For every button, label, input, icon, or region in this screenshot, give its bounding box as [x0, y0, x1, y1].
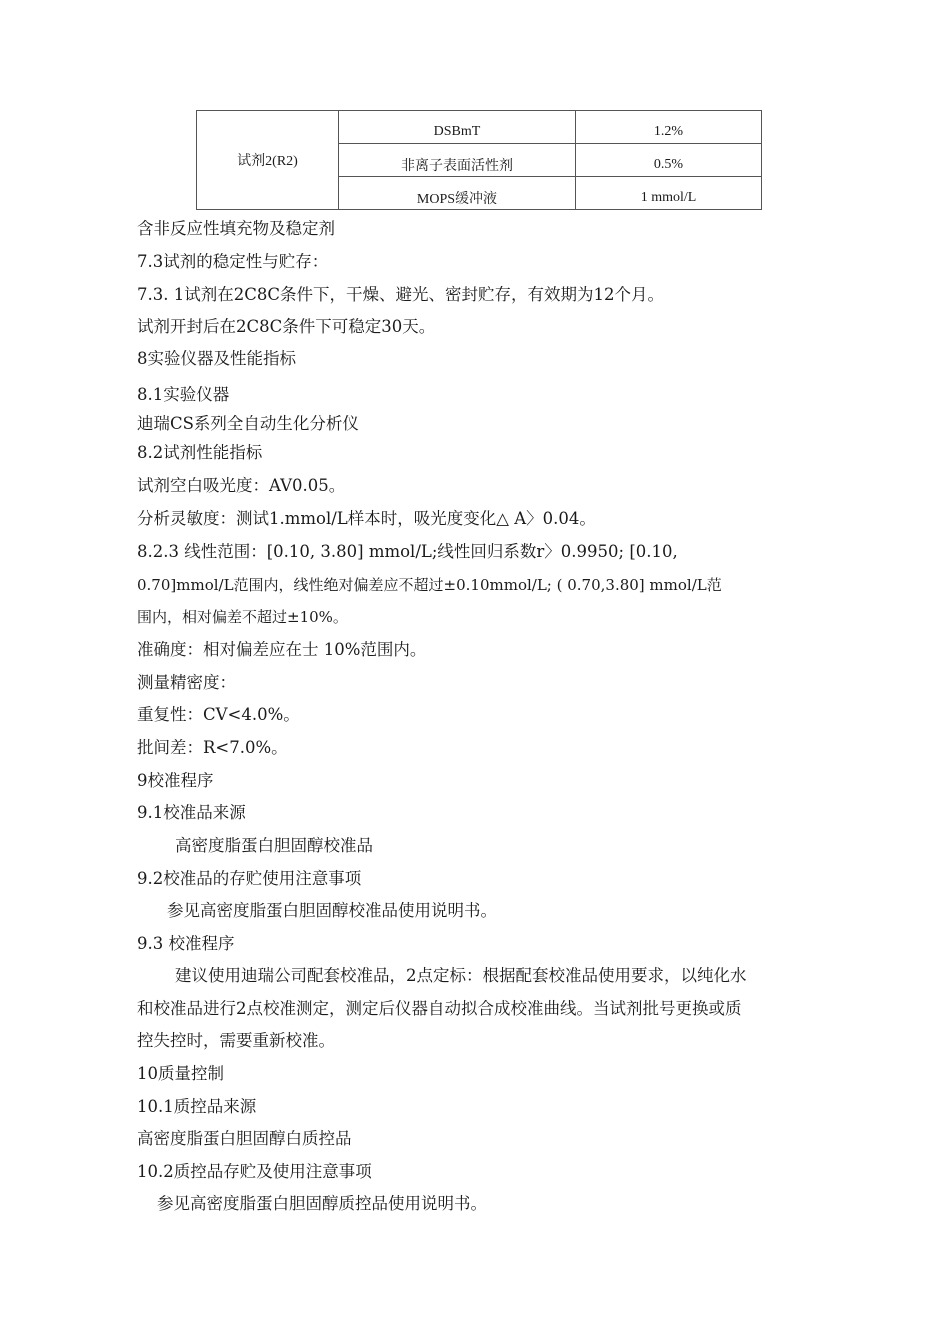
body-line: 试剂开封后在2C8C条件下可稳定30天。	[137, 317, 436, 336]
section-heading: 10.2质控品存贮及使用注意事项	[137, 1162, 372, 1181]
section-heading: 9.1校准品来源	[137, 803, 246, 822]
body-line: 迪瑞CS系列全自动生化分析仪	[137, 414, 359, 433]
amount-cell: 1 mmol/L	[576, 177, 762, 210]
table-row	[197, 111, 762, 144]
component-cell: DSBmT	[339, 111, 576, 144]
amount-cell: 1.2%	[576, 111, 762, 144]
section-heading: 7.3试剂的稳定性与贮存：	[137, 252, 329, 271]
body-line: 准确度：相对偏差应在士 10%范围内。	[137, 640, 427, 659]
body-line: 7.3. 1试剂在2C8C条件下，干燥、避光、密封贮存，有效期为12个月。	[137, 285, 664, 304]
body-line: 重复性：CV<4.0%。	[137, 705, 300, 724]
body-line: 参见高密度脂蛋白胆固醇校准品使用说明书。	[167, 901, 497, 920]
body-line: 参见高密度脂蛋白胆固醇质控品使用说明书。	[157, 1194, 487, 1213]
section-heading: 8实验仪器及性能指标	[137, 349, 296, 368]
section-heading: 10.1质控品来源	[137, 1097, 257, 1116]
reagent-table	[196, 110, 762, 210]
section-heading: 8.1实验仪器	[137, 385, 230, 404]
component-cell: 非离子表面活性剂	[339, 144, 576, 177]
body-line: 高密度脂蛋白胆固醇白质控品	[137, 1129, 352, 1148]
component-cell: MOPS缓冲液	[339, 177, 576, 210]
section-heading: 9校准程序	[137, 771, 214, 790]
body-line: 和校准品进行2点校准测定，测定后仪器自动拟合成校准曲线。当试剂批号更换或质	[137, 999, 742, 1018]
section-heading: 9.2校准品的存贮使用注意事项	[137, 869, 362, 888]
body-line: 试剂空白吸光度：AV0.05。	[137, 476, 346, 495]
body-line: 分析灵敏度：测试1.mmol/L样本时，吸光度变化△ A〉0.04。	[137, 509, 596, 528]
body-line: 围内，相对偏差不超过±10%。	[137, 608, 348, 626]
section-heading: 10质量控制	[137, 1064, 224, 1083]
section-heading: 8.2试剂性能指标	[137, 443, 263, 462]
body-line: 控失控时，需要重新校准。	[137, 1031, 335, 1050]
section-heading: 9.3 校准程序	[137, 934, 235, 953]
body-line: 含非反应性填充物及稳定剂	[137, 219, 335, 238]
body-line: 建议使用迪瑞公司配套校准品，2点定标：根据配套校准品使用要求，以纯化水	[175, 966, 747, 985]
amount-cell: 0.5%	[576, 144, 762, 177]
body-line: 0.70]mmol/L范围内，线性绝对偏差应不超过±0.10mmol/L; ( 0.70,3.80] mmol/L范	[137, 576, 722, 594]
reagent-group-label: 试剂2(R2)	[197, 111, 339, 210]
body-line: 批间差：R<7.0%。	[137, 738, 288, 757]
body-line: 8.2.3 线性范围：[0.10, 3.80] mmol/L;线性回归系数r〉0.9950; [0.10,	[137, 542, 678, 561]
body-line: 高密度脂蛋白胆固醇校准品	[175, 836, 373, 855]
body-line: 测量精密度：	[137, 673, 236, 692]
